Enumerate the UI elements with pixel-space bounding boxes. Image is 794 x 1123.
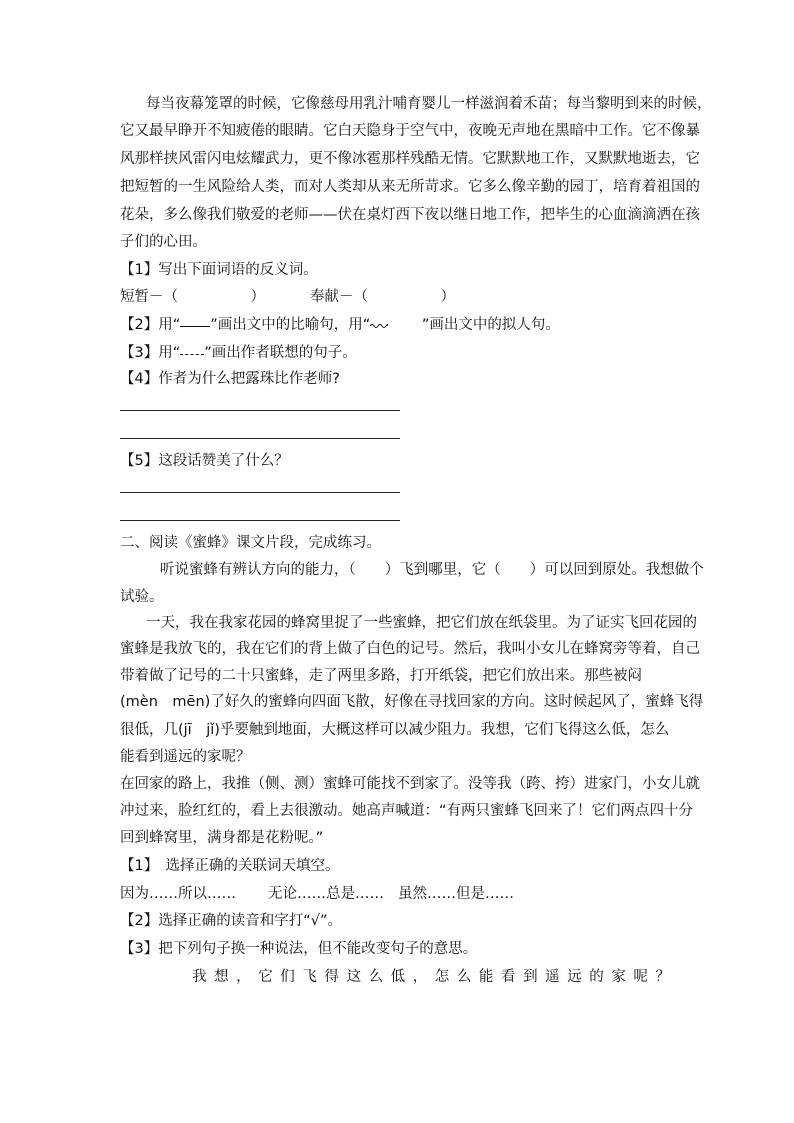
section2-line-11: 回到蜂窝里，满身都是花粉呢。” xyxy=(120,830,324,846)
question-3-part-2: ”画出作者联想的句子。 xyxy=(204,345,357,361)
section2-line-8: 能看到遥远的家呢？ xyxy=(120,749,251,765)
dotted-underline-mark xyxy=(180,342,204,355)
straight-underline-mark xyxy=(180,314,210,327)
answer-line-q5-2[interactable] xyxy=(120,520,400,521)
question-2-part-1: 【2】用“ xyxy=(120,317,181,333)
question-1-item-2: 奉献－（ ） xyxy=(310,289,455,305)
answer-line-q4-1[interactable] xyxy=(120,410,400,411)
question-2-prompt xyxy=(120,314,560,335)
conjunction-option-2[interactable]: 无论……总是…… xyxy=(268,886,384,902)
wavy-underline-mark xyxy=(370,323,388,329)
section2-question-2-prompt: 【2】选择正确的读音和字打“√”。 xyxy=(120,913,342,929)
section2-line-10: 冲过来，脸红红的，看上去很激动。她高声喊道：“有两只蜜蜂飞回来了！它们两点四十分 xyxy=(120,803,694,819)
passage1-line-4: 把短暂的一生风险给人类，而对人类却从来无所苛求。它多么像辛勤的园丁，培育着祖国的 xyxy=(120,179,700,195)
rewrite-sentence: 我想，它们飞得这么低，怎么能看到遥远的家呢？ xyxy=(192,969,670,985)
answer-line-q5-1[interactable] xyxy=(120,492,400,493)
question-1-item-1: 短暂－（ ） xyxy=(120,289,265,305)
section2-line-7: 很低，几(jī jǐ)乎要触到地面，大概这样可以减少阻力。我想，它们飞得这么低，怎么 xyxy=(120,722,670,738)
section-2-heading: 二、阅读《蜜蜂》课文片段，完成练习。 xyxy=(120,535,381,551)
conjunction-option-1[interactable]: 因为……所以…… xyxy=(120,886,236,902)
question-2-part-2: ”画出文中的比喻句，用“ xyxy=(210,317,371,333)
question-4-prompt: 【4】作者为什么把露珠比作老师? xyxy=(120,371,340,387)
section2-line-6: (mèn mēn)了好久的蜜蜂向四面飞散，好像在寻找回家的方向。这时候起风了，蜜蜂飞得 xyxy=(120,694,704,710)
answer-line-q4-2[interactable] xyxy=(120,438,400,439)
section2-question-1-prompt: 【1】 选择正确的关联词天填空。 xyxy=(120,858,340,874)
question-2-part-3: ”画出文中的拟人句。 xyxy=(388,317,560,333)
section2-line-1: 听说蜜蜂有辨认方向的能力，（ ）飞到哪里，它（ ）可以回到原处。我想做个 xyxy=(160,562,704,578)
section2-line-5: 带着做了记号的二十只蜜蜂，走了两里多路，打开纸袋，把它们放出来。那些被闷 xyxy=(120,668,642,684)
section2-question-3-prompt: 【3】把下列句子换一种说法，但不能改变句子的意思。 xyxy=(120,941,478,957)
section2-line-9: 在回家的路上，我推（侧、测）蜜蜂可能找不到家了。没等我（跨、挎）进家门，小女儿就 xyxy=(120,776,700,792)
conjunction-option-3[interactable]: 虽然……但是…… xyxy=(398,886,514,902)
passage1-line-5: 花朵，多么像我们敬爱的老师——伏在桌灯西下夜以继日地工作，把毕生的心血滴滴洒在孩 xyxy=(120,207,700,223)
question-5-prompt: 【5】这段话赞美了什么？ xyxy=(120,453,289,469)
question-3-prompt xyxy=(120,342,357,363)
question-3-part-1: 【3】用“ xyxy=(120,345,181,361)
passage1-line-6: 子们的心田。 xyxy=(120,234,207,250)
passage1-line-3: 风那样挟风雷闪电炫耀武力，更不像冰雹那样残酷无情。它默默地工作，又默默地逝去，它 xyxy=(120,151,700,167)
section2-line-2: 试验。 xyxy=(120,589,164,605)
question-1-prompt: 【1】写出下面词语的反义词。 xyxy=(120,262,318,278)
passage1-line-1: 每当夜幕笼罩的时候，它像慈母用乳汁哺育婴儿一样滋润着禾苗；每当黎明到来的时候， xyxy=(146,96,712,112)
section2-line-4: 蜜蜂是我放飞的，我在它们的背上做了白色的记号。然后，我叫小女儿在蜂窝旁等着，自己 xyxy=(120,641,700,657)
section2-line-3: 一天，我在我家花园的蜂窝里捉了一些蜜蜂，把它们放在纸袋里。为了证实飞回花园的 xyxy=(146,615,697,631)
passage1-line-2: 它又最早睁开不知疲倦的眼睛。它白天隐身于空气中，夜晚无声地在黑暗中工作。它不像暴 xyxy=(120,123,700,139)
